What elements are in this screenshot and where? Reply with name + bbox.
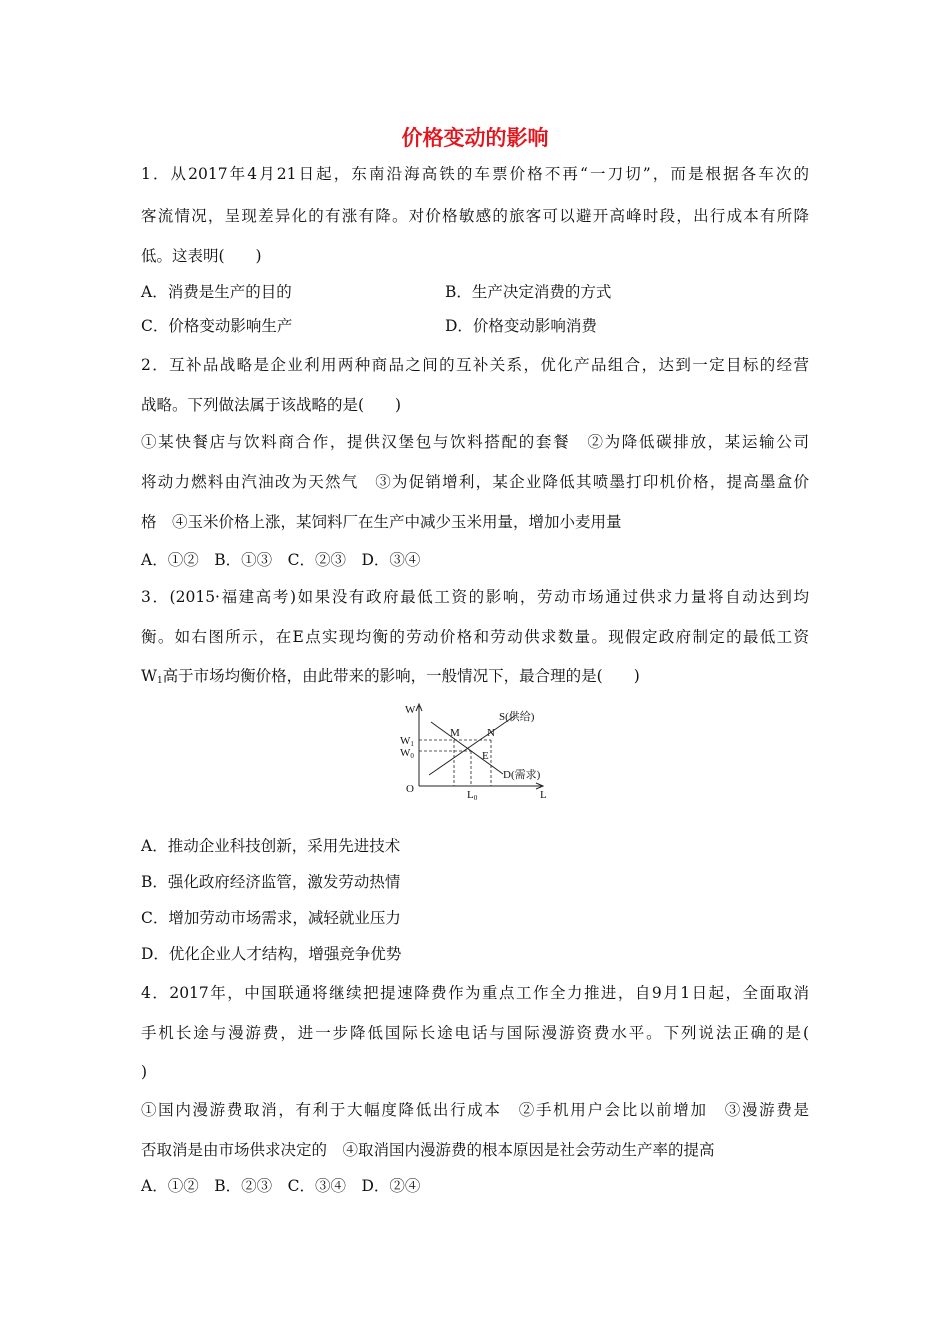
y-axis-label: W bbox=[405, 704, 416, 716]
q4-line-2: 手机长途与漫游费，进一步降低国际长途电话与国际漫游资费水平。下列说法正确的是( bbox=[141, 1024, 809, 1042]
supply-demand-figure bbox=[395, 700, 560, 802]
q1-line-2: 客流情况，呈现差异化的有涨有降。对价格敏感的旅客可以避开高峰时段，出行成本有所降 bbox=[141, 207, 809, 225]
w0-subscript: 0 bbox=[410, 752, 414, 760]
point-n-label: N bbox=[487, 727, 495, 739]
l0-label bbox=[467, 789, 478, 802]
w0-symbol: W bbox=[400, 747, 411, 759]
q2-line-4: 将动力燃料由汽油改为天然气 ③为促销增利，某企业降低其喷墨打印机价格，提高墨盒价 bbox=[141, 473, 809, 491]
l0-subscript: 0 bbox=[473, 794, 478, 802]
q4-line-1: 4．2017年，中国联通将继续把提速降费作为重点工作全力推进，自9月1日起，全面取消 bbox=[141, 984, 809, 1002]
q3-w-symbol: W bbox=[141, 667, 157, 685]
origin-label: O bbox=[406, 783, 414, 795]
point-e-label: E bbox=[482, 750, 489, 762]
q4-line-5: 否取消是由市场供求决定的 ④取消国内漫游费的根本原因是社会劳动生产率的提高 bbox=[141, 1141, 715, 1159]
q2-line-5: 格 ④玉米价格上涨，某饲料厂在生产中减少玉米用量，增加小麦用量 bbox=[141, 513, 622, 531]
q4-options: A．①② B．②③ C．③④ D．②④ bbox=[141, 1177, 421, 1195]
q3-option-b: B．强化政府经济监管，激发劳动热情 bbox=[141, 873, 401, 891]
w1-subscript: 1 bbox=[410, 740, 414, 748]
supply-curve bbox=[429, 715, 516, 775]
supply-label: S(供给) bbox=[499, 711, 535, 723]
q1-option-c: C．价格变动影响生产 bbox=[141, 317, 293, 335]
q1-line-1: 1．从2017年4月21日起，东南沿海高铁的车票价格不再“一刀切”，而是根据各车次的 bbox=[141, 165, 809, 183]
q1-option-b: B．生产决定消费的方式 bbox=[445, 283, 612, 301]
q3-line-3-text: 高于市场均衡价格，由此带来的影响，一般情况下，最合理的是( ) bbox=[162, 667, 640, 685]
x-axis-label: L bbox=[540, 789, 547, 801]
q3-w-subscript: 1 bbox=[156, 676, 163, 686]
q2-options: A．①② B．①③ C．②③ D．③④ bbox=[141, 551, 421, 569]
page-title: 价格变动的影响 bbox=[401, 126, 549, 150]
point-m-label: M bbox=[450, 727, 460, 739]
q3-line-2: 衡。如右图所示，在E点实现均衡的劳动价格和劳动供求数量。现假定政府制定的最低工资 bbox=[141, 628, 809, 646]
q1-option-d: D．价格变动影响消费 bbox=[445, 317, 597, 335]
q2-line-1: 2．互补品战略是企业利用两种商品之间的互补关系，优化产品组合，达到一定目标的经营 bbox=[141, 356, 809, 374]
q1-option-a: A．消费是生产的目的 bbox=[141, 283, 292, 301]
q4-line-3: ) bbox=[141, 1063, 148, 1081]
w0-label bbox=[400, 747, 414, 760]
l0-symbol: L bbox=[467, 789, 474, 801]
q3-line-3 bbox=[141, 666, 640, 691]
q4-line-4: ①国内漫游费取消，有利于大幅度降低出行成本 ②手机用户会比以前增加 ③漫游费是 bbox=[141, 1101, 809, 1119]
q2-line-3: ①某快餐店与饮料商合作，提供汉堡包与饮料搭配的套餐 ②为降低碳排放，某运输公司 bbox=[141, 433, 809, 451]
q2-line-2: 战略。下列做法属于该战略的是( ) bbox=[141, 396, 402, 414]
w1-symbol: W bbox=[400, 735, 411, 747]
q3-line-1: 3．(2015·福建高考)如果没有政府最低工资的影响，劳动市场通过供求力量将自动达到均 bbox=[141, 588, 809, 606]
q3-option-a: A．推动企业科技创新，采用先进技术 bbox=[141, 837, 401, 855]
demand-label: D(需求) bbox=[503, 769, 541, 781]
q3-option-d: D．优化企业人才结构，增强竞争优势 bbox=[141, 945, 402, 963]
q1-line-3: 低。这表明( ) bbox=[141, 247, 262, 265]
q3-option-c: C．增加劳动市场需求，减轻就业压力 bbox=[141, 909, 401, 927]
